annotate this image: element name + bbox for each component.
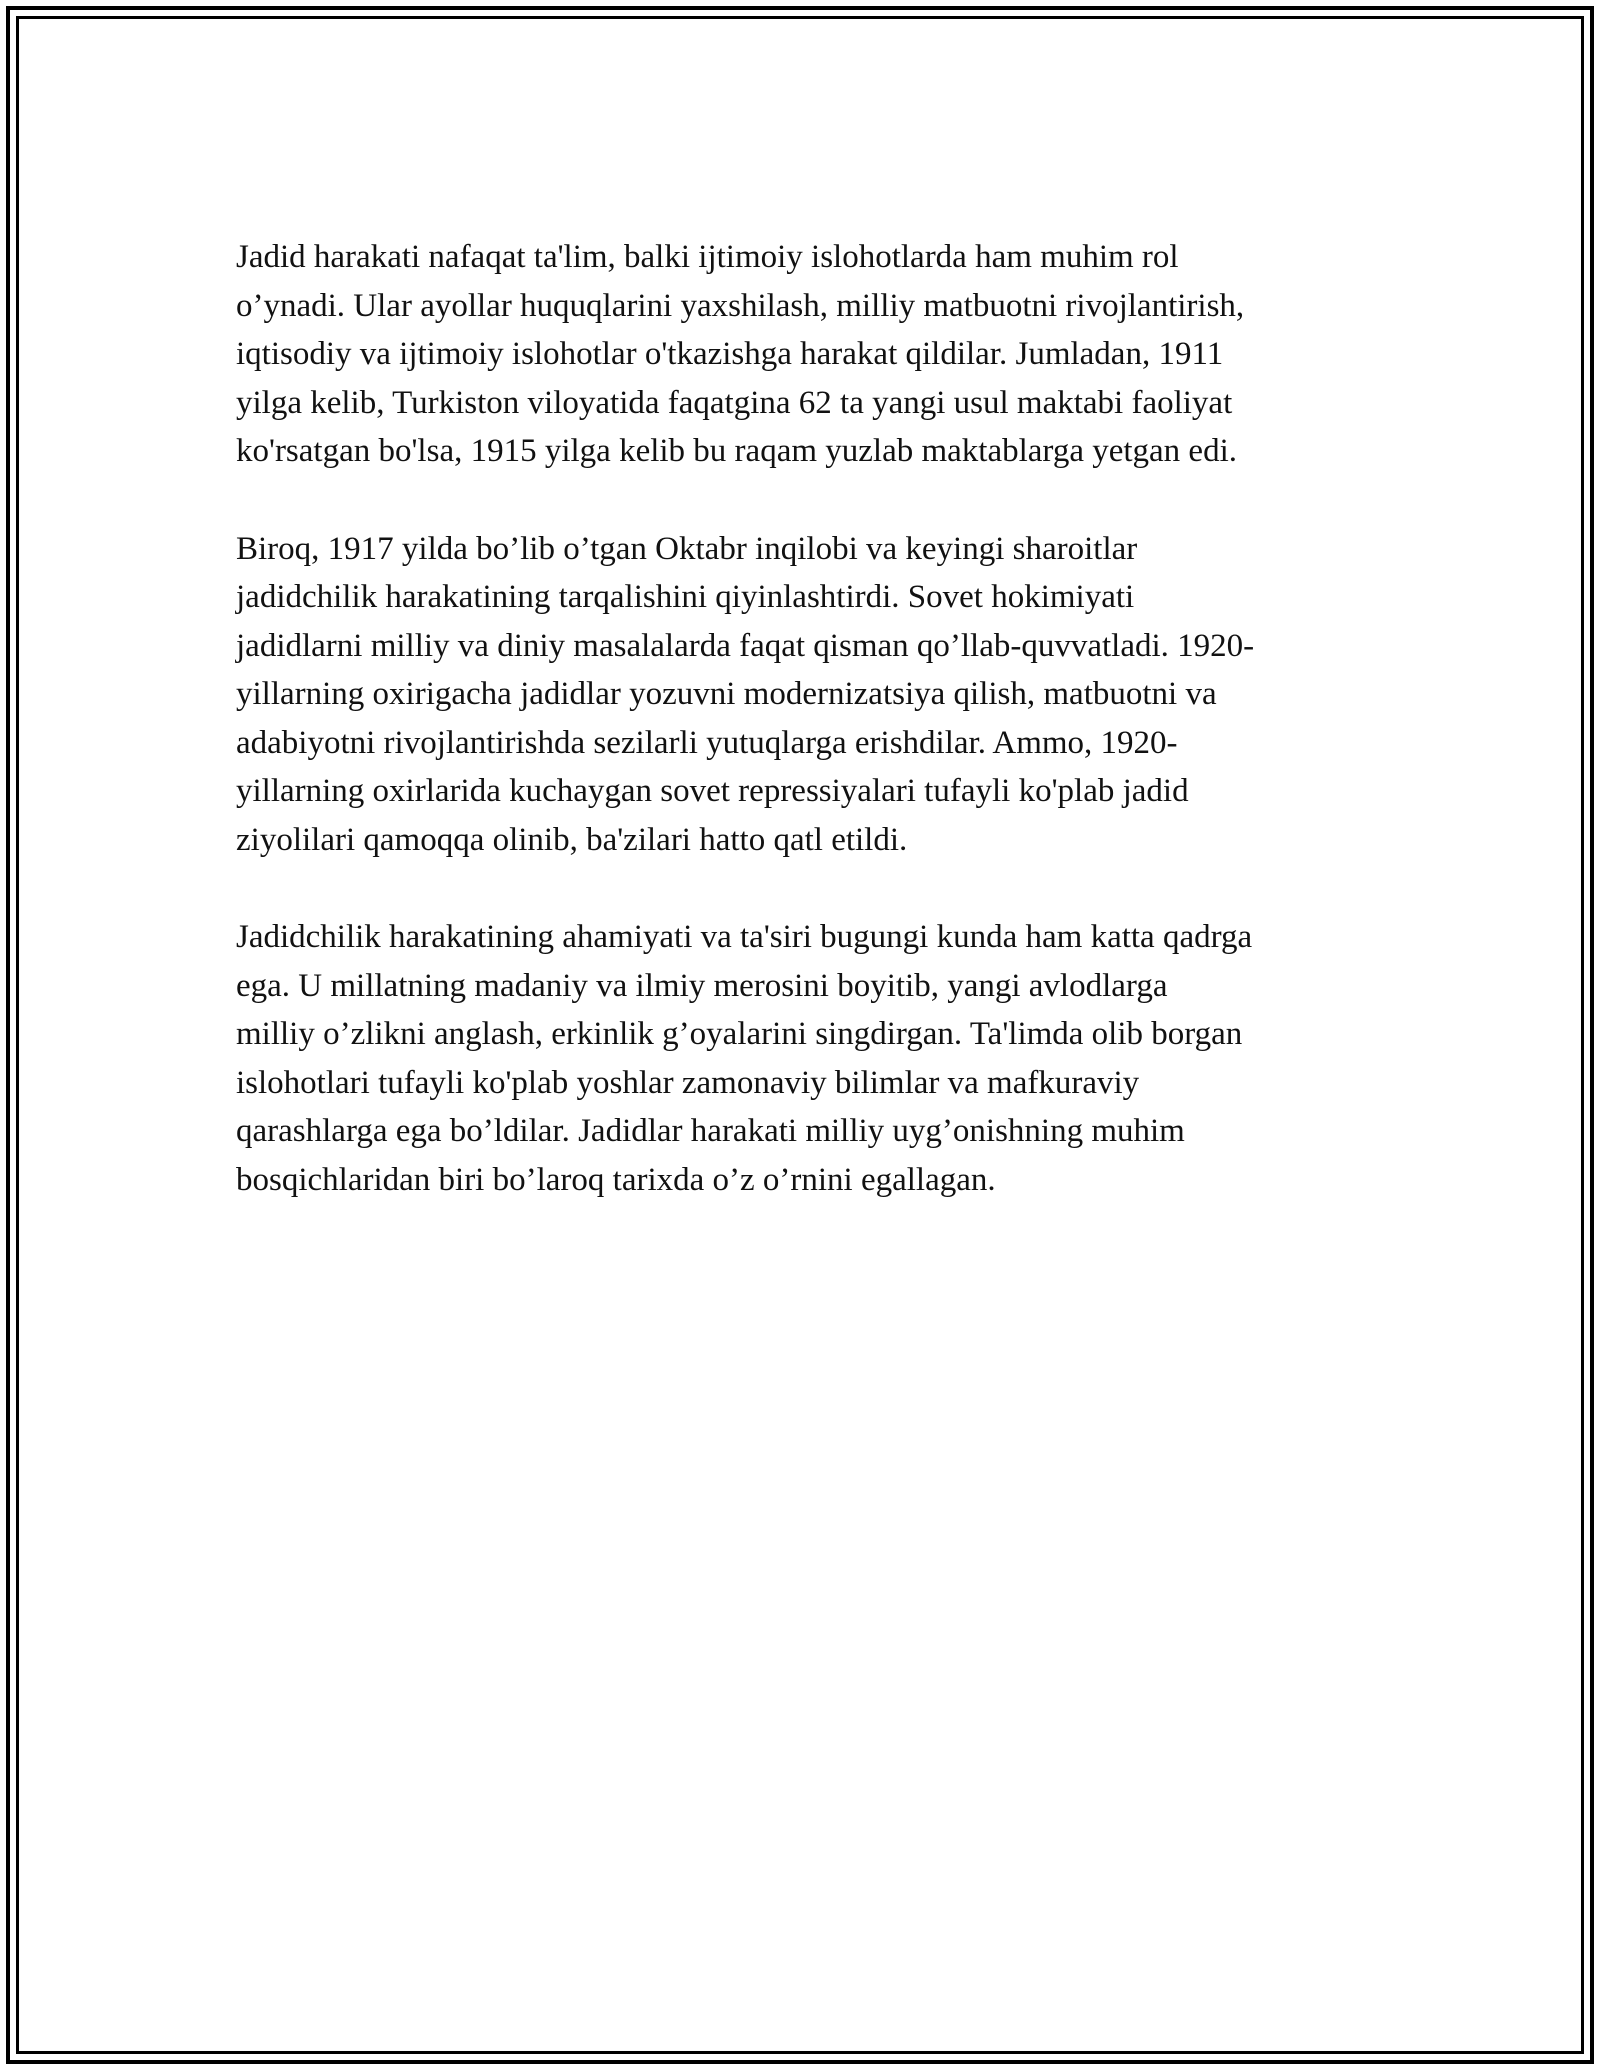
paragraph-2: Biroq, 1917 yilda bo’lib o’tgan Oktabr inqilobi va keyingi sharoitlar jadidchilik harakatining tarqalishini qiyinlashtirdi. Sovet hokimiyati jadidlarni milliy va diniy masalalarda faqat qisman qo’llab-quvvatladi. 1920- yillarning oxirigacha jadidlar yozuvni modernizatsiya qilish, matbuotni va adabiyotni rivojlantirishda sezilarli yutuqlarga erishdilar. Ammo, 1920- yillarning oxirlarida kuchaygan sovet repressiyalari tufayli ko'plab jadid ziyolilari qamoqqa olinib, ba'zilari hatto qatl etildi.	[236, 530, 1255, 858]
paragraph-1: Jadid harakati nafaqat ta'lim, balki ijtimoiy islohotlarda ham muhim rol o’ynadi. Ular ayollar huquqlarini yaxshilash, milliy matbuotni rivojlantirish, iqtisodiy va ijtimoiy islohotlar o'tkazishga harakat qildilar. Jumladan, 1911 yilga kelib, Turkiston viloyatida faqatgina 62 ta yangi usul maktabi faoliyat ko'rsatgan bo'lsa, 1915 yilga kelib bu raqam yuzlab maktablarga yetgan edi.	[236, 239, 1245, 469]
document-body	[236, 233, 1371, 1253]
paragraph-3: Jadidchilik harakatining ahamiyati va ta'siri bugungi kunda ham katta qadrga ega. U millatning madaniy va ilmiy merosini boyitib, yangi avlodlarga milliy o’zlikni anglash, erkinlik g’oyalarini singdirgan. Ta'limda olib borgan islohotlari tufayli ko'plab yoshlar zamonaviy bilimlar va mafkuraviy qarashlarga ega bo’ldilar. Jadidlar harakati milliy uyg’onishning muhim bosqichlaridan biri bo’laroq tarixda o’z o’rnini egallagan.	[236, 919, 1253, 1198]
